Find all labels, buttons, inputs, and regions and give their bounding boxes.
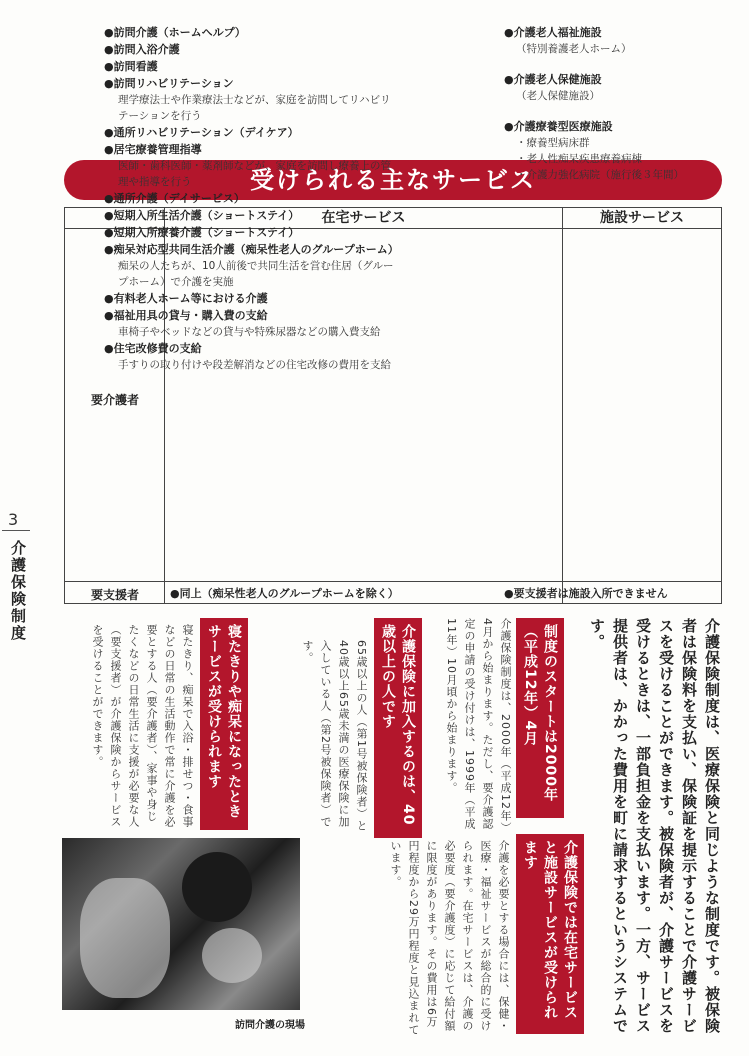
photo-caption: 訪問介護の現場 bbox=[235, 1020, 305, 1031]
facility-services-list bbox=[504, 24, 720, 183]
service-description: 手すりの取り付けや段差解消などの住宅改修の費用を支給 bbox=[118, 359, 391, 371]
list-gap bbox=[504, 57, 720, 71]
service-description: 理学療法士や作業療法士などが、家庭を訪問してリハビリ bbox=[118, 94, 391, 106]
bedridden-body: 寝たきり、痴呆で入浴・排せつ・食事などの日常の生活動作で常に介護を必要とする人（要介護者）、家事や身じたくなどの日常生活に支援が必要な人（要支援者）が介護保険からサービスを受けることができます。 bbox=[91, 624, 194, 828]
support-facility-cell: ●要支援者は施設入所できません bbox=[504, 587, 668, 600]
service-item: ●介護老人福祉施設 bbox=[504, 26, 602, 39]
home-facility-body: 介護を必要とする場合には、保健・医療・福祉サービスが総合的に受けられます。在宅サービスは、介護の必要度（要介護度）に応じて給付額に限度があります。その費用は6万円程度から29万円程度と見込まれています。 bbox=[389, 840, 510, 1036]
service-item: ●通所介護（デイサービス） bbox=[104, 192, 245, 205]
service-item: ●福祉用具の貸与・購入費の支給 bbox=[104, 309, 268, 322]
service-description: 理や指導を行う bbox=[118, 176, 192, 188]
section-label: 介護保険制度 bbox=[9, 540, 27, 642]
service-description: ・療養型病床群 bbox=[516, 137, 590, 149]
service-item: ●痴呆対応型共同生活介護（痴呆性老人のグループホーム） bbox=[104, 243, 399, 256]
service-item: ●通所リハビリテーション（デイケア） bbox=[104, 126, 299, 139]
service-item: ●短期入所生活介護（ショートステイ） bbox=[104, 209, 300, 222]
sidebar-divider bbox=[2, 530, 30, 531]
photo-figure-helper bbox=[80, 878, 170, 998]
home-care-photo bbox=[62, 838, 300, 1010]
service-description: プホーム）で介護を実施 bbox=[118, 276, 234, 288]
service-item: ●訪問入浴介護 bbox=[104, 43, 180, 56]
home-services-list bbox=[104, 24, 496, 373]
service-item: ●訪問看護 bbox=[104, 60, 158, 73]
page-number: 3 bbox=[8, 510, 19, 529]
service-description: ・介護力強化病院（施行後３年間） bbox=[516, 169, 684, 181]
service-description: 医師・歯科医師・薬剤師などが、家庭を訪問し療養上の管 bbox=[118, 160, 391, 172]
service-item: ●住宅改修費の支給 bbox=[104, 342, 202, 355]
photo-figure-caregiver bbox=[182, 852, 252, 922]
service-description: （特別養護老人ホーム） bbox=[516, 43, 632, 55]
service-description: 車椅子やベッドなどの貸与や特殊尿器などの購入費支給 bbox=[118, 326, 381, 338]
row-label-care: 要介護者 bbox=[90, 393, 139, 407]
home-facility-heading: 介護保険では在宅サービスと施設サービスが受けられます bbox=[516, 834, 584, 1034]
service-description: テーションを行う bbox=[118, 110, 202, 122]
bedridden-heading: 寝たきりや痴呆になったときサービスが受けられます bbox=[200, 618, 248, 830]
section-banner: 受けられる主なサービス bbox=[64, 160, 722, 200]
facility-services-column bbox=[563, 208, 721, 603]
support-home-cell: ●同上（痴呆性老人のグループホームを除く） bbox=[170, 587, 399, 600]
list-gap bbox=[504, 104, 720, 118]
header-facility-services: 施設サービス bbox=[563, 208, 721, 229]
service-description: ・老人性痴呆疾患療養病棟 bbox=[516, 153, 642, 165]
row-divider bbox=[65, 581, 721, 582]
enroll-heading: 介護保険に加入するのは、40歳以上の人です bbox=[374, 618, 422, 838]
service-item: ●有料老人ホーム等における介護 bbox=[104, 292, 268, 305]
start-heading: 制度のスタートは2000年（平成12年）4月 bbox=[516, 618, 564, 818]
intro-text: 介護保険制度は、医療保険と同じような制度です。被保険者は保険料を支払い、保険証を提示することで介護サービスを受けることができます。被保険者が、介護サービスを受けるときは、一部負担金を支払います。一方、サービス提供者は、かかった費用を町に請求するというシステムです。 bbox=[588, 618, 721, 1034]
service-item: ●介護老人保健施設 bbox=[504, 73, 602, 86]
row-label-support: 要支援者 bbox=[90, 588, 139, 602]
service-item: ●短期入所療養介護（ショートステイ） bbox=[104, 226, 300, 239]
service-item: ●訪問リハビリテーション bbox=[104, 77, 234, 90]
service-description: 痴呆の人たちが、10人前後で共同生活を営む住居（グルー bbox=[118, 260, 394, 272]
service-item: ●介護療養型医療施設 bbox=[504, 120, 613, 133]
service-item: ●訪問介護（ホームヘルプ） bbox=[104, 26, 246, 39]
header-home-services: 在宅サービス bbox=[165, 208, 562, 229]
service-description: （老人保健施設） bbox=[516, 90, 600, 102]
service-item: ●居宅療養管理指導 bbox=[104, 143, 202, 156]
enroll-body: 65歳以上の人（第1号被保険者）と40歳以上65歳未満の医療保険に加入している人（第2号被保険者）です。 bbox=[301, 640, 368, 832]
start-body: 介護保険制度は、2000年（平成12年）4月から始まります。ただし、要介護認定の申請の受け付けは、1999年（平成11年）10月頃から始まります。 bbox=[445, 618, 512, 830]
photo-figure-patient bbox=[202, 928, 262, 983]
